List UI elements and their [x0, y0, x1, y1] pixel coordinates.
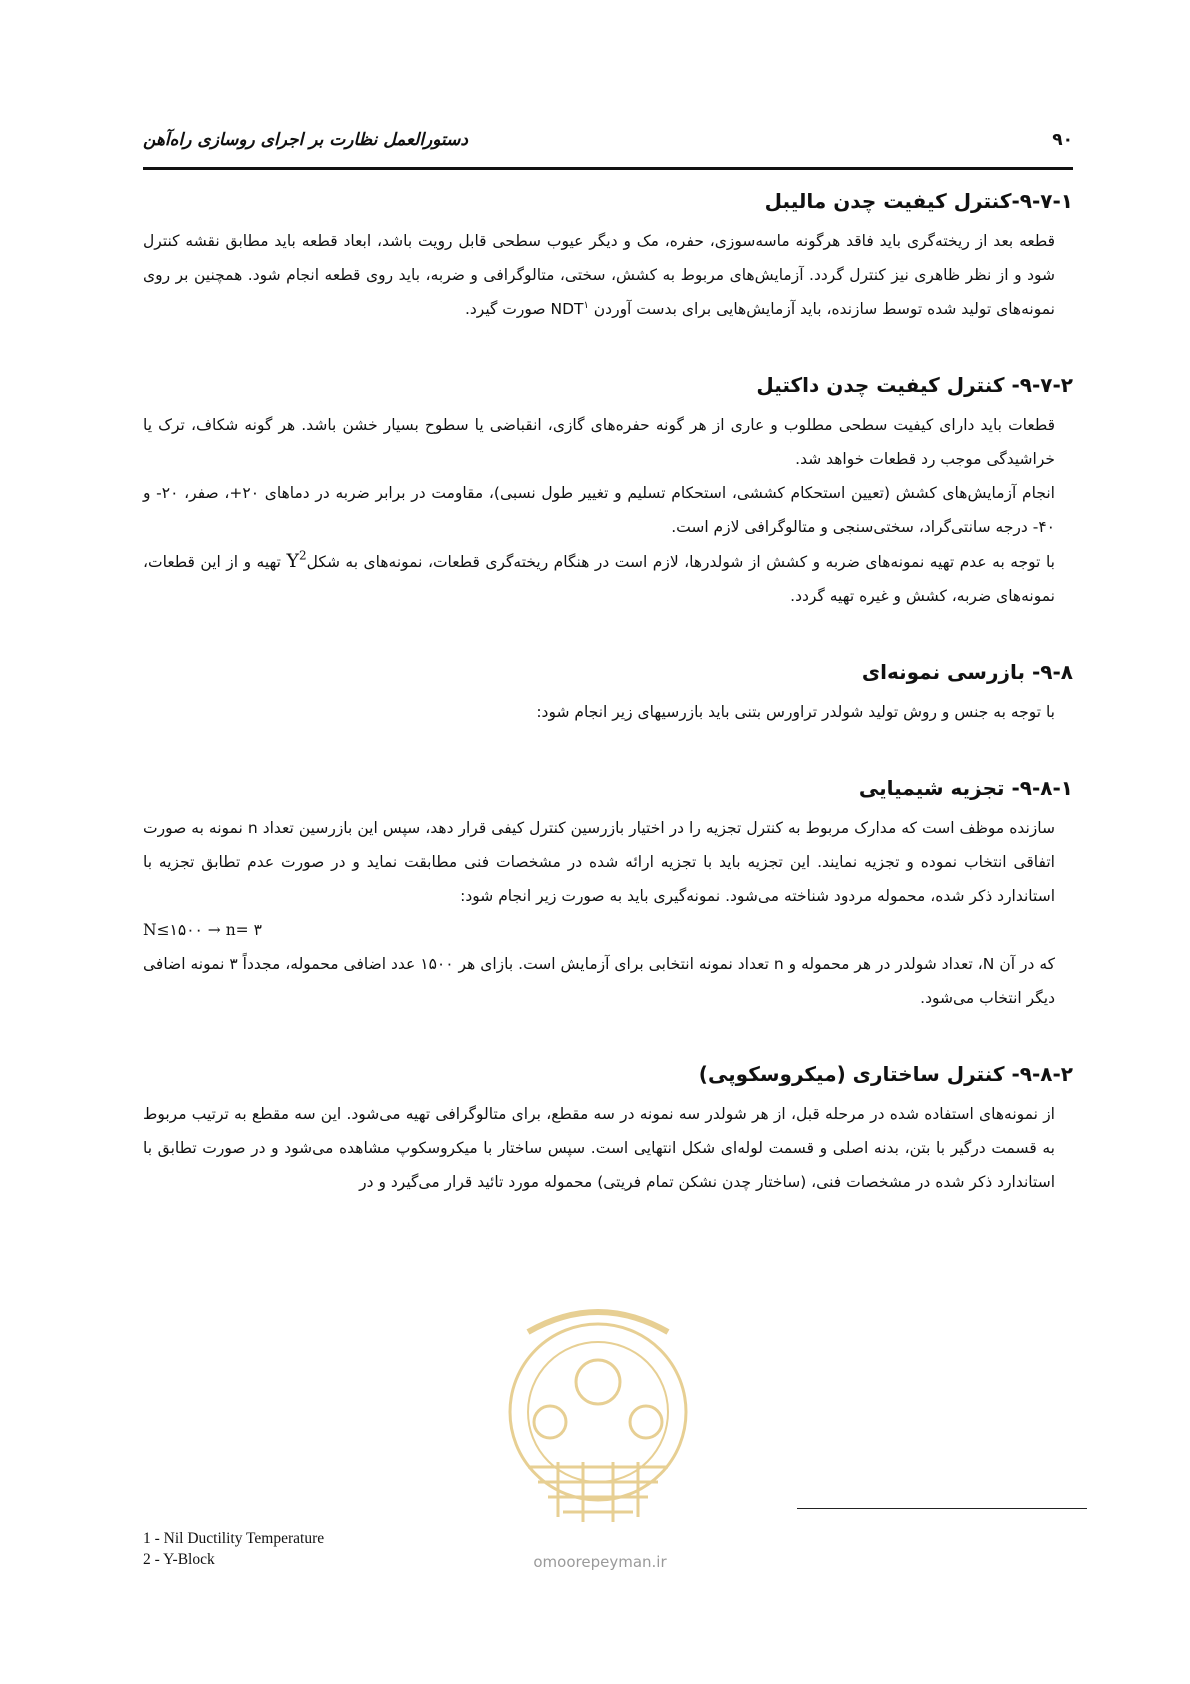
watermark-url: omoorepeyman.ir: [533, 1553, 667, 1571]
page-header: [143, 130, 1073, 164]
footnotes: [143, 1528, 324, 1570]
header-divider: [143, 167, 1073, 170]
sampling-formula: N≤۱۵۰۰ → n= ۳: [143, 921, 262, 939]
paragraph-text: قطعه بعد از ریخته‌گری باید فاقد هرگونه ماسه‌سوزی، حفره، مک و دیگر عیوب سطحی قابل رویت باشد، ابعاد قطعه باید مطابق نقشه کنترل شود و از نظر ظاهری نیز کنترل گردد. آزمایش‌های مربوط به کشش، سختی، متالوگرافی و ضربه، باید روی قطعه انجام شود. همچنین بر روی نمونه‌های تولید شده توسط سازنده، باید آزمایش‌هایی برای بدست آوردن: [143, 232, 1055, 318]
section-heading-9-8-2: ۹-۸-۲- کنترل ساختاری (میکروسکوپی): [698, 1062, 1073, 1086]
footnote-divider: [797, 1508, 1087, 1509]
footnote-1: 1 - Nil Ductility Temperature: [143, 1530, 325, 1547]
footnote-ref-2[interactable]: 2: [299, 548, 307, 563]
paragraph-text-end: تهیه و از این قطعات، نمونه‌های ضربه، کشش و غیره تهیه گردد.: [143, 553, 1055, 605]
running-title: دستورالعمل نظارت بر اجرای روسازی راه‌آهن: [143, 130, 468, 150]
section-heading-9-8: ۹-۸- بازرسی نمونه‌ای: [861, 660, 1073, 684]
section-9-7-2-paragraph-3: [143, 544, 1073, 613]
section-9-8-1-paragraph-2: که در آن N، تعداد شولدر در هر محموله و n تعداد نمونه انتخابی برای آزمایش است. بازای هر ۱۵۰۰ عدد اضافی محموله، مجدداً ۳ نمونه اضافی دیگر انتخاب می‌شود.: [143, 955, 1056, 1007]
paragraph-text-end: صورت گیرد.: [464, 300, 551, 318]
section-9-8-1-paragraph-1: سازنده موظف است که مدارک مربوط به کنترل تجزیه را در اختیار بازرسین کنترل کیفی قرار دهد، سپس این بازرسین تعداد n نمونه به صورت اتفاقی انتخاب نموده و تجزیه نمایند. این تجزیه باید با تجزیه ارائه شده در مشخصات فنی مطابقت نماید و در صورت عدم تطابق تجزیه با استاندارد ذکر شده، محموله مردود شناخته می‌شود. نمونه‌گیری باید به صورت زیر انجام شود:: [143, 819, 1056, 905]
section-9-7-2-paragraph-2: انجام آزمایش‌های کشش (تعیین استحکام کششی، استحکام تسلیم و تغییر طول نسبی)، مقاومت در برابر ضربه در دماهای ۲۰+، صفر، ۲۰- و ۴۰- درجه سانتی‌گراد، سختی‌سنجی و متالوگرافی لازم است.: [143, 484, 1055, 536]
y-block-symbol: $Y^2$: [286, 548, 307, 572]
paragraph-text: با توجه به عدم تهیه نمونه‌های ضربه و کشش از شولدرها، لازم است در هنگام ریخته‌گری قطعات، نمونه‌های به شکل: [306, 553, 1055, 571]
section-9-7-1-paragraph: [143, 224, 1073, 326]
ndt-abbreviation: NDT$^۱$: [550, 299, 589, 318]
footnote-2: 2 - Y-Block: [143, 1551, 215, 1568]
section-9-7-2-paragraph-1: قطعات باید دارای کیفیت سطحی مطلوب و عاری از هر گونه حفره‌های گازی، انقباضی یا سطوح بسیار خشن باشد. هر گونه شکاف، ترک یا خراشیدگی موجب رد قطعات خواهد شد.: [143, 416, 1055, 468]
section-9-8-paragraph: با توجه به جنس و روش تولید شولدر تراورس بتنی باید بازرسیهای زیر انجام شود:: [536, 703, 1055, 721]
page-number: ۹۰: [1052, 130, 1073, 150]
section-heading-9-7-1: ۹-۷-۱-کنترل کیفیت چدن مالیبل: [764, 189, 1073, 213]
footnote-ref-1[interactable]: ۱: [583, 299, 589, 311]
body-content: [143, 186, 1073, 1199]
section-heading-9-8-1: ۹-۸-۱- تجزیه شیمیایی: [858, 776, 1073, 800]
publisher-watermark-logo: [488, 1272, 708, 1572]
section-heading-9-7-2: ۹-۷-۲- کنترل کیفیت چدن داکتیل: [756, 373, 1073, 397]
section-9-8-2-paragraph: از نمونه‌های استفاده شده در مرحله قبل، از هر شولدر سه نمونه در سه مقطع، برای متالوگرافی تهیه می‌شود. این سه مقطع به ترتیب مربوط به قسمت درگیر با بتن، بدنه اصلی و قسمت لوله‌ای شکل انتهایی است. سپس ساختار با میکروسکوپ مشاهده می‌شود و در صورت تطابق با استاندارد ذکر شده در مشخصات فنی، (ساختار چدن نشکن تمام فریتی) محموله مورد تائید قرار می‌گیرد و در: [143, 1105, 1055, 1191]
